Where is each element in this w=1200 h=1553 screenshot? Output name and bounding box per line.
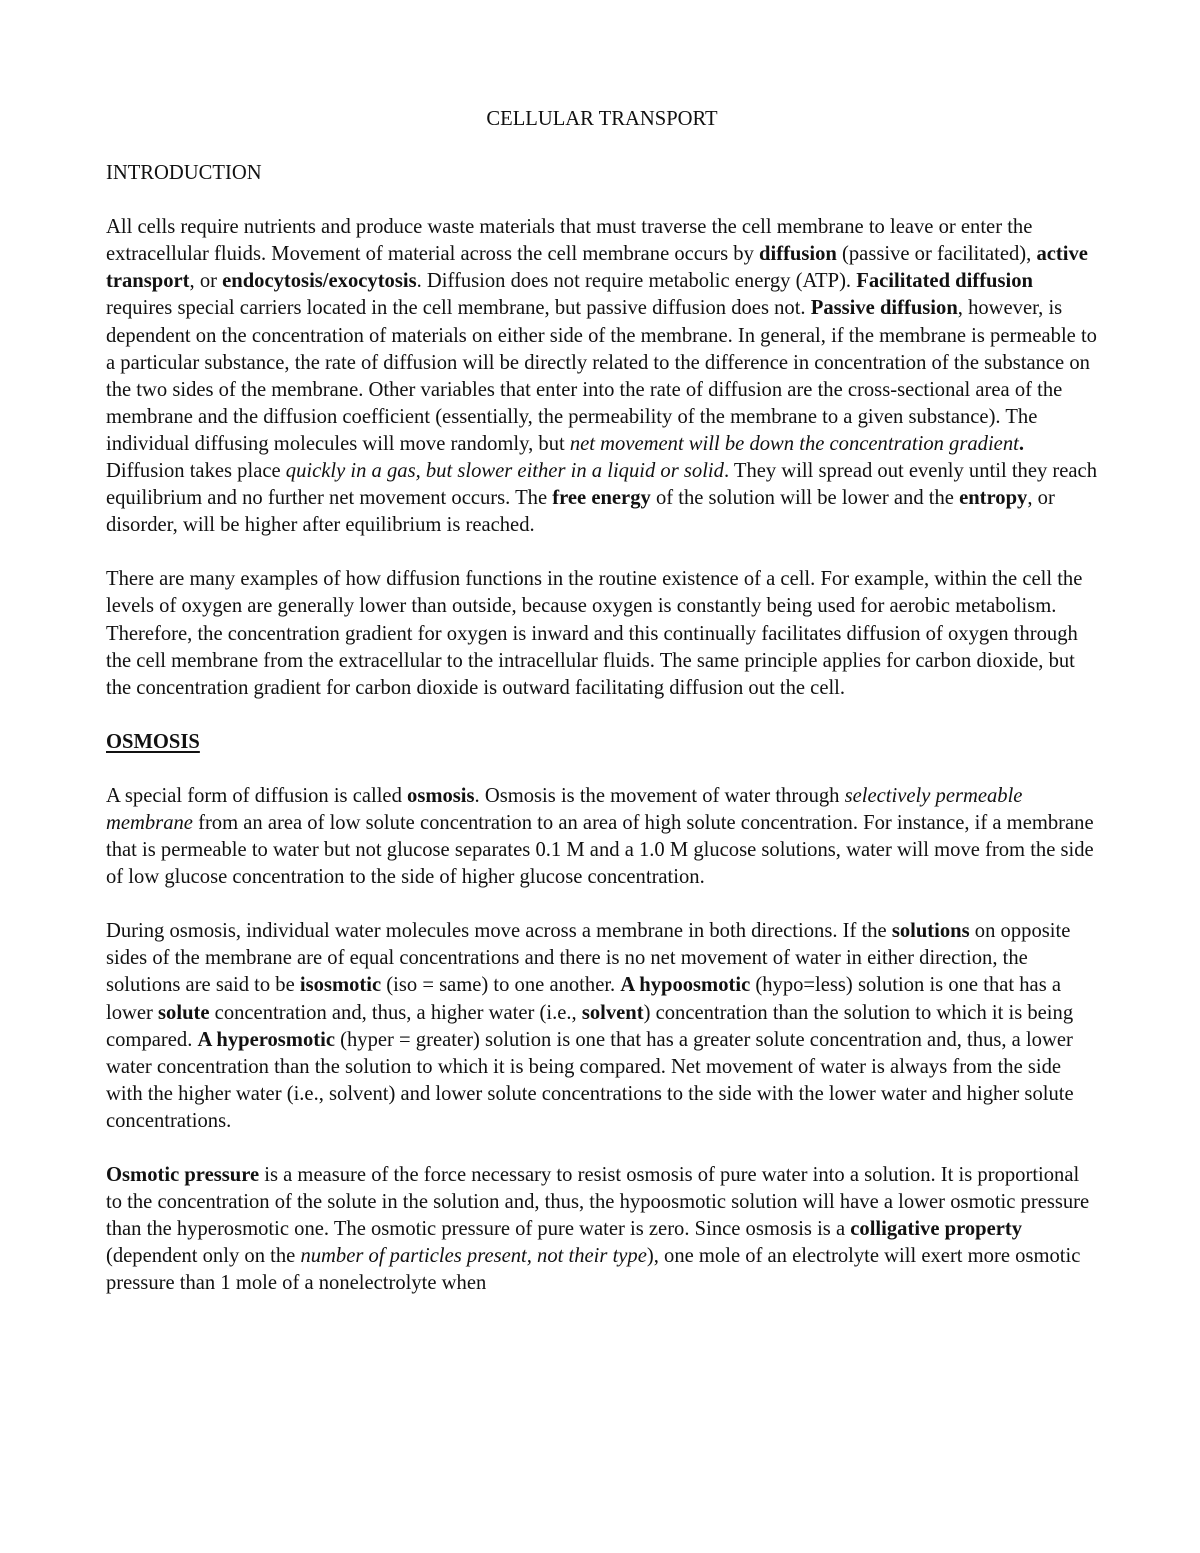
bold-term: active transport — [106, 243, 1088, 293]
bold-term: solutions — [891, 920, 970, 943]
text-run: (iso = same) to one another. — [381, 974, 621, 997]
text-run: . They will spread out evenly until they reach equilibrium and no further net movement occurs. The — [106, 460, 1097, 510]
text-run: During osmosis, individual water molecules move across a membrane in both directions. If the — [106, 920, 892, 943]
text-run: on opposite sides of the membrane are of equal concentrations and there is no net movement of water in either direction, the solutions are said to be — [106, 920, 1071, 997]
bold-term: diffusion — [759, 243, 837, 266]
text-run: is a measure of the force necessary to resist osmosis of pure water into a solution. It is proportional to the concentration of the solute in the solution and, thus, the hypoosmotic solution will have a lower osmotic pressure than the hyperosmotic one. The osmotic pressure of pure water is zero. Since osmosis is a — [106, 1164, 1090, 1241]
osmosis-heading: OSMOSIS — [106, 730, 200, 753]
osmosis-paragraph-1 — [106, 783, 1098, 891]
text-run: from an area of low solute concentration to an area of high solute concentration. For instance, if a membrane that is permeable to water but not glucose separates 0.1 M and a 1.0 M glucose solutions, water will move from the side of low glucose concentration to the side of higher glucose concentration. — [106, 811, 1094, 889]
introduction-paragraph-2: There are many examples of how diffusion functions in the routine existence of a cell. For example, within the cell the levels of oxygen are generally lower than outside, because oxygen is constantly being used for aerobic metabolism. Therefore, the concentration gradient for oxygen is inward and this continually facilitates diffusion of oxygen through the cell membrane from the extracellular to the intracellular fluids. The same principle applies for carbon dioxide, but the concentration gradient for carbon dioxide is outward facilitating diffusion out the cell. — [106, 568, 1083, 699]
bold-term: Facilitated diffusion — [856, 270, 1034, 293]
bold-term: isosmotic — [299, 974, 382, 997]
text-run: (dependent only on the — [106, 1245, 301, 1268]
text-run: , however, is dependent on the concentration of materials on either side of the membrane. In general, if the membrane is permeable to a particular substance, the rate of diffusion will be directly related to the difference in concentration of the substance on the two sides of the membrane. Other variables that enter into the rate of diffusion are the cross-sectional area of the membrane and the diffusion coefficient (essentially, the permeability of the membrane to a given substance). The individual diffusing molecules will move randomly, but — [106, 297, 1097, 455]
document-title: CELLULAR TRANSPORT — [486, 108, 718, 130]
italic-phrase: selectively permeable membrane — [106, 784, 1023, 834]
text-run: A special form of diffusion is called — [106, 784, 408, 807]
text-run: (hyper = greater) solution is one that has a greater solute concentration and, thus, a lower water concentration than the solution to which it is being compared. Net movement of water is always from the side with the higher water (i.e., solvent) and lower solute concentrations to the side with the lower water and higher solute concentrations. — [106, 1028, 1074, 1132]
text-run: ) concentration than the solution to which it is being compared. — [106, 1001, 1074, 1051]
bold-term: A hypoosmotic — [620, 974, 751, 997]
text-run: , or disorder, will be higher after equilibrium is reached. — [106, 487, 1055, 537]
bold-term: colligative property — [850, 1218, 1023, 1241]
bold-term: free energy — [552, 487, 651, 510]
italic-phrase: number of particles present, not their type — [300, 1245, 647, 1268]
bold-term: endocytosis/exocytosis — [222, 270, 417, 293]
text-run: (passive or facilitated), — [836, 243, 1037, 266]
italic-phrase: net movement will be down the concentration gradient — [569, 432, 1019, 455]
introduction-heading: INTRODUCTION — [106, 162, 262, 185]
text-run: requires special carriers located in the cell membrane, but passive diffusion does not. — [106, 297, 811, 320]
bold-term: osmosis — [407, 784, 475, 807]
italic-phrase: quickly in a gas, but slower either in a liquid or solid — [285, 460, 724, 483]
text-run: Diffusion takes place — [106, 460, 286, 483]
introduction-paragraph-1 — [106, 214, 1098, 539]
bold-term: . — [1018, 432, 1025, 455]
osmosis-paragraph-2 — [106, 918, 1098, 1135]
document-body — [106, 106, 1098, 1297]
text-run: concentration and, thus, a higher water (i.e., — [209, 1001, 582, 1024]
text-run: of the solution will be lower and the — [650, 487, 960, 510]
text-run: ), one mole of an electrolyte will exert more osmotic pressure than 1 mole of a nonelectrolyte when — [106, 1245, 1081, 1295]
bold-term: entropy — [959, 487, 1028, 510]
bold-term: Osmotic pressure — [106, 1164, 260, 1186]
text-run: All cells require nutrients and produce waste materials that must traverse the cell membrane to leave or enter the extracellular fluids. Movement of material across the cell membrane occurs by — [106, 216, 1033, 266]
text-run: . Diffusion does not require metabolic energy (ATP). — [416, 270, 857, 293]
text-run: . Osmosis is the movement of water through — [474, 784, 845, 807]
bold-term: solvent — [581, 1001, 644, 1024]
text-run: , or — [189, 270, 223, 293]
bold-term: solute — [158, 1001, 210, 1024]
text-run: (hypo=less) solution is one that has a lower — [106, 974, 1061, 1024]
osmosis-paragraph-3 — [106, 1162, 1098, 1297]
bold-term: A hyperosmotic — [197, 1028, 335, 1051]
bold-term: Passive diffusion — [810, 297, 958, 320]
